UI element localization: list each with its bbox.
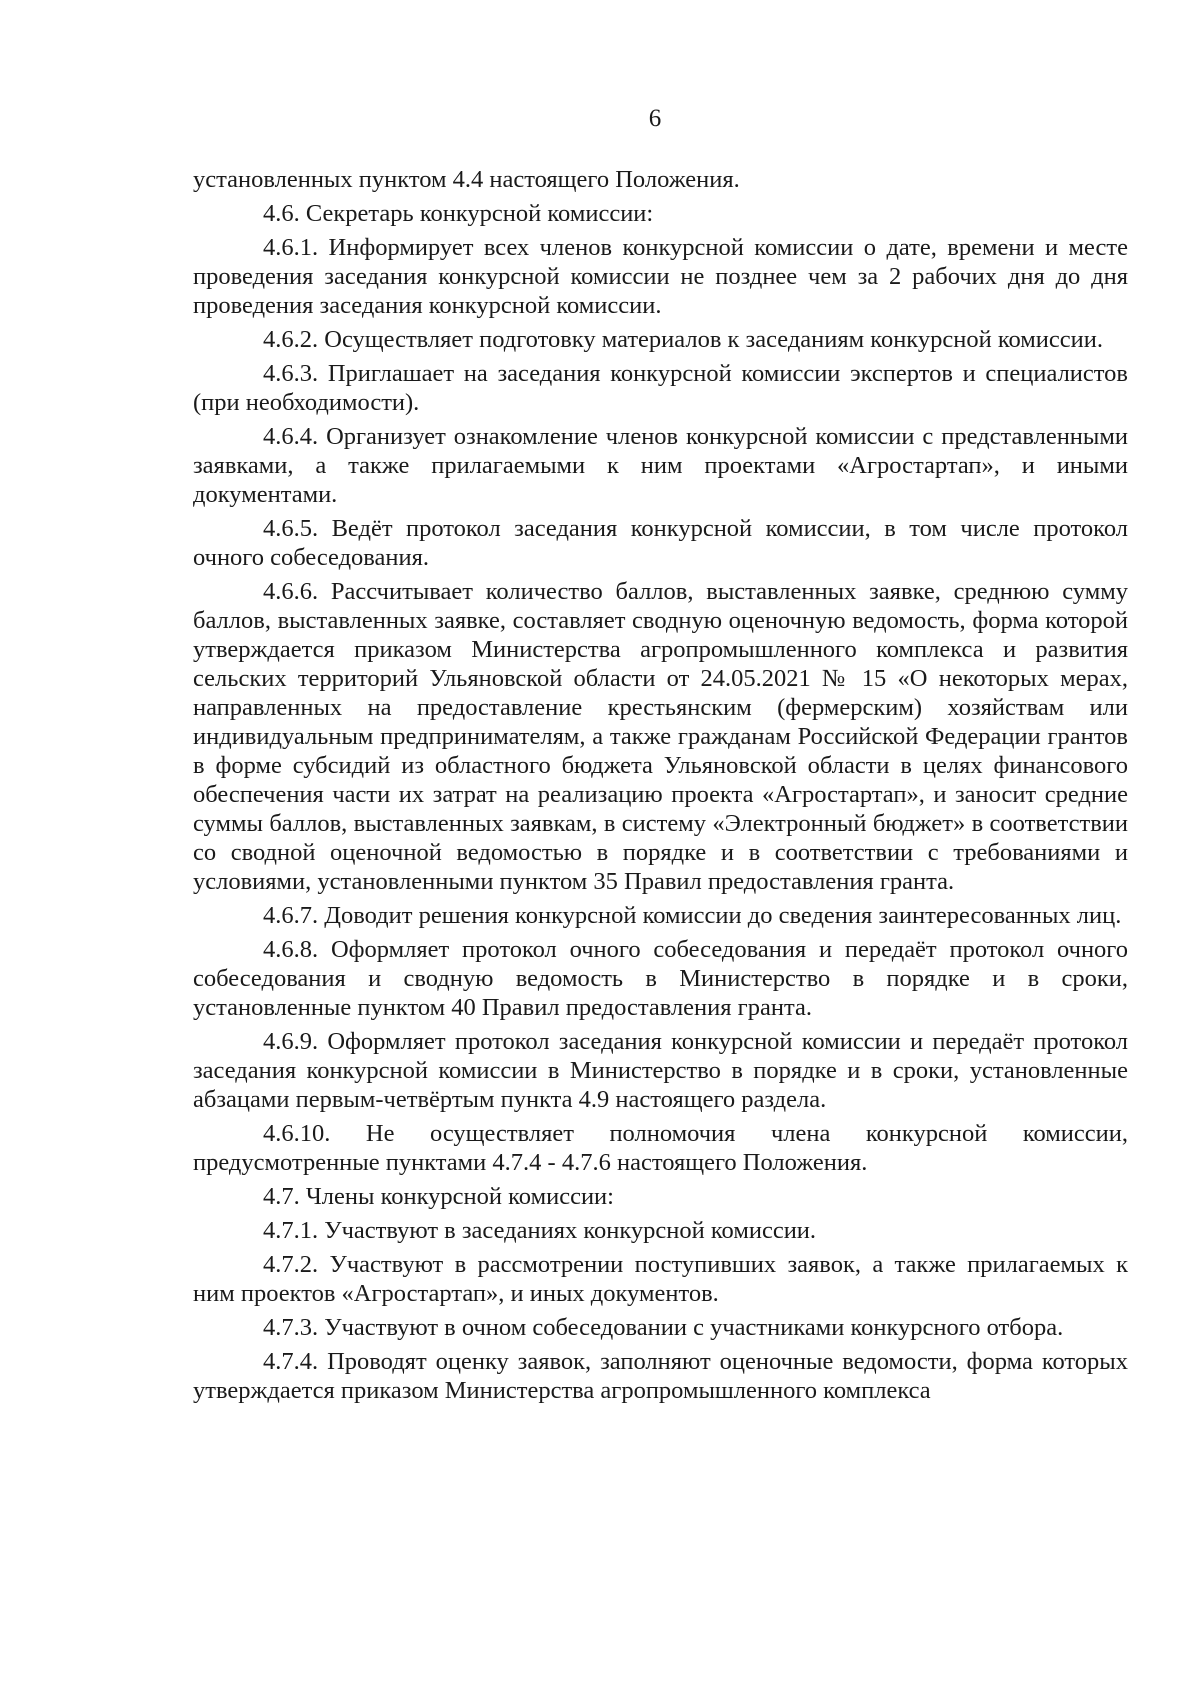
paragraph-4-6-7: 4.6.7. Доводит решения конкурсной комиссии до сведения заинтересованных лиц. xyxy=(263,902,1122,929)
paragraph-4-6-8: 4.6.8. Оформляет протокол очного собеседования и передаёт протокол очного собеседования и сводную ведомость в Министерство в порядке и в сроки, установленные пунктом 40 Правил предоставления гранта. xyxy=(193,936,1128,1021)
paragraph-4-6-3: 4.6.3. Приглашает на заседания конкурсной комиссии экспертов и специалистов (при необходимости). xyxy=(193,360,1128,416)
paragraph-4-6-1: 4.6.1. Информирует всех членов конкурсной комиссии о дате, времени и месте проведения заседания конкурсной комиссии не позднее чем за 2 рабочих дня до дня проведения заседания конкурсной комиссии. xyxy=(193,234,1128,319)
paragraph-4-6-6: 4.6.6. Рассчитывает количество баллов, выставленных заявке, среднюю сумму баллов, выставленных заявке, составляет сводную оценочную ведомость, форма которой утверждается приказом Министерства агропромышленного комплекса и развития сельских территорий Ульяновской области от 24.05.2021 № 15 «О некоторых мерах, направленных на предоставление крестьянским (фермерским) хозяйствам или индивидуальным предпринимателям, а также гражданам Российской Федерации грантов в форме субсидий из областного бюджета Ульяновской области в целях финансового обеспечения части их затрат на реализацию проекта «Агростартап», и заносит средние суммы баллов, выставленных заявкам, в систему «Электронный бюджет» в соответствии со сводной оценочной ведомостью в порядке и в соответствии с требованиями и условиями, установленными пунктом 35 Правил предоставления гранта. xyxy=(193,578,1128,895)
paragraph-4-6: 4.6. Секретарь конкурсной комиссии: xyxy=(263,200,654,227)
paragraph-4-6-9: 4.6.9. Оформляет протокол заседания конкурсной комиссии и передаёт протокол заседания конкурсной комиссии в Министерство в порядке и в сроки, установленные абзацами первым-четвёртым пункта 4.9 настоящего раздела. xyxy=(193,1028,1128,1113)
paragraph-4-7-1: 4.7.1. Участвуют в заседаниях конкурсной комиссии. xyxy=(263,1217,817,1244)
paragraph-4-6-4: 4.6.4. Организует ознакомление членов конкурсной комиссии с представленными заявками, а также прилагаемыми к ним проектами «Агростартап», и иными документами. xyxy=(193,423,1128,508)
paragraph-continuation: установленных пунктом 4.4 настоящего Положения. xyxy=(193,166,740,193)
paragraph-4-7-2: 4.7.2. Участвуют в рассмотрении поступивших заявок, а также прилагаемых к ним проектов «Агростартап», и иных документов. xyxy=(193,1251,1128,1307)
page-number: 6 xyxy=(648,105,662,132)
document-body xyxy=(193,165,1128,1410)
paragraph-4-6-2: 4.6.2. Осуществляет подготовку материалов к заседаниям конкурсной комиссии. xyxy=(263,326,1103,353)
paragraph-4-6-5: 4.6.5. Ведёт протокол заседания конкурсной комиссии, в том числе протокол очного собеседования. xyxy=(193,515,1128,571)
paragraph-4-7-4: 4.7.4. Проводят оценку заявок, заполняют оценочные ведомости, форма которых утверждается приказом Министерства агропромышленного комплекса xyxy=(193,1348,1128,1404)
paragraph-4-6-10: 4.6.10. Не осуществляет полномочия члена конкурсной комиссии, предусмотренные пунктами 4.7.4 - 4.7.6 настоящего Положения. xyxy=(193,1120,1128,1176)
paragraph-4-7: 4.7. Члены конкурсной комиссии: xyxy=(263,1183,614,1210)
paragraph-4-7-3: 4.7.3. Участвуют в очном собеседовании с участниками конкурсного отбора. xyxy=(263,1314,1064,1341)
